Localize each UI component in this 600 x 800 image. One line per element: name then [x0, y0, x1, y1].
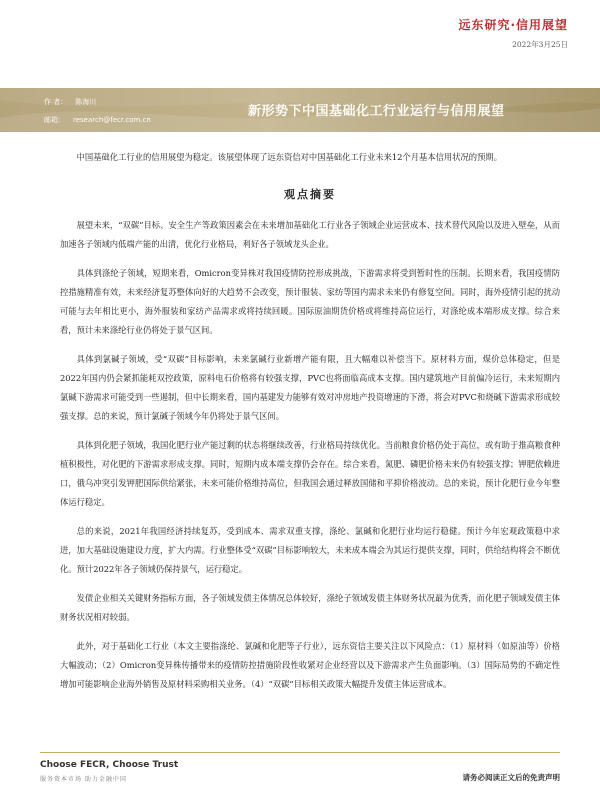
paragraph-chlor-alkali: 具体到氯碱子领域，受“双碳”目标影响，未来氯碱行业新增产能有限，且大幅难以补偿当下。原材料方面，煤价总体稳定，但是2022年国内仍会紧抓能耗双控政策，原料电石价格将有较强支撑，PVC也将面临高成本支撑。国内建筑地产目前偏冷运行，未来短期内氯碱下游需求可能受到一些遏制，但中长期来看，国内基建发力能够有效对冲房地产投资增速的下滑，将会对PVC和烧碱下游需求形成较强支撑。总的来说，预计氯碱子领域今年仍将处于景气区间。 [60, 354, 560, 421]
email-label: 邮箱： [44, 116, 65, 124]
report-date: 2022年3月25日 [512, 40, 568, 49]
email-address[interactable]: research@fecr.com.cn [73, 116, 151, 124]
paragraph-financials: 发债企业相关关键财务指标方面，各子领域发债主体情况总体较好，涤纶子领域发债主体财务状况最为优秀，而化肥子领域发债主体财务状况相对较弱。 [60, 593, 560, 622]
email-line [44, 115, 151, 125]
author-label: 作 者： [44, 98, 68, 106]
title-banner [0, 88, 600, 132]
report-header [458, 16, 568, 50]
intro-paragraph: 中国基础化工行业的信用展望为稳定。该展望体现了远东资信对中国基础化工行业未来12个月基本信用状况的预期。 [76, 152, 502, 162]
paragraph-fertilizer: 具体到化肥子领域，我国化肥行业产能过剩的状态将继续改善，行业格局持续优化。当前粮食价格仍处于高位，或有助于推高粮食种植积极性，对化肥的下游需求形成支撑。同时，短期内成本端支撑仍会存在。综合来看，氮肥、磷肥价格未来仍有较强支撑；钾肥依赖进口，俄乌冲突引发钾肥国际供给紧张，未来可能价格维持高位，但我国会通过释放国储和平抑价格波动。总的来说，预计化肥行业今年整体运行稳定。 [60, 440, 560, 507]
section-heading: 观点摘要 [284, 188, 336, 201]
footer-slogan: Choose FECR, Choose Trust [40, 760, 179, 770]
footer-disclaimer[interactable]: 请务必阅读正文后的免责声明 [462, 773, 560, 782]
report-body [60, 148, 560, 704]
author-line [44, 97, 96, 107]
paragraph-summary: 总的来说，2021年我国经济持续复苏，受到成本、需求双重支撑，涤纶、氯碱和化肥行业均运行稳健。预计今年宏观政策稳中求进，加大基础设施建设力度，扩大内需。行业整体受“双碳”目标影响较大，未来成本端会为其运行提供支撑，同时，供给结构将会不断优化。预计2022年各子领域仍保持景气，运行稳定。 [60, 526, 560, 574]
author-name: 陈海川 [75, 98, 97, 106]
paragraph-polyester: 具体到涤纶子领域，短期来看，Omicron变异株对我国疫情防控形成挑战，下游需求将受到暂时性的压制。长期来看，我国疫情防控措施精准有效，未来经济复苏整体向好的大趋势不会改变，预计服装、家纺等国内需求未来仍有修复空间。同时，海外疫情引起的扰动可能与去年相比更小，海外服装和家纺产品需求或将持续回暖。国际原油期货价格或将维持高位运行，对涤纶成本端形成支撑。综合来看，预计未来涤纶行业仍将处于景气区间。 [60, 268, 560, 335]
report-type: 远东研究·信用展望 [458, 18, 568, 32]
report-title: 新形势下中国基础化工行业运行与信用展望 [248, 104, 505, 119]
paragraph-outlook: 展望未来，“双碳”目标、安全生产等政策因素会在未来增加基础化工行业各子领域企业运营成本、技术替代风险以及进入壁垒，从而加速各子领域内低端产能的出清，优化行业格局，利好各子领域龙头企业。 [60, 220, 560, 249]
paragraph-risks: 此外，对于基础化工行业（本文主要指涤纶、氯碱和化肥等子行业），远东资信主要关注以下风险点：（1）原材料（如原油等）价格大幅波动；（2）Omicron变异株传播带来的疫情防控措施阶段性收紧对企业经营以及下游需求产生负面影响。（3）国际局势的不确定性增加可能影响企业海外销售及原材料采购相关业务。（4）“双碳”目标相关政策大幅提升发债主体运营成本。 [60, 641, 560, 689]
footer-divider [40, 752, 560, 753]
footer-sub-slogan: 服务资本市场 助力金融中国 [40, 776, 127, 783]
